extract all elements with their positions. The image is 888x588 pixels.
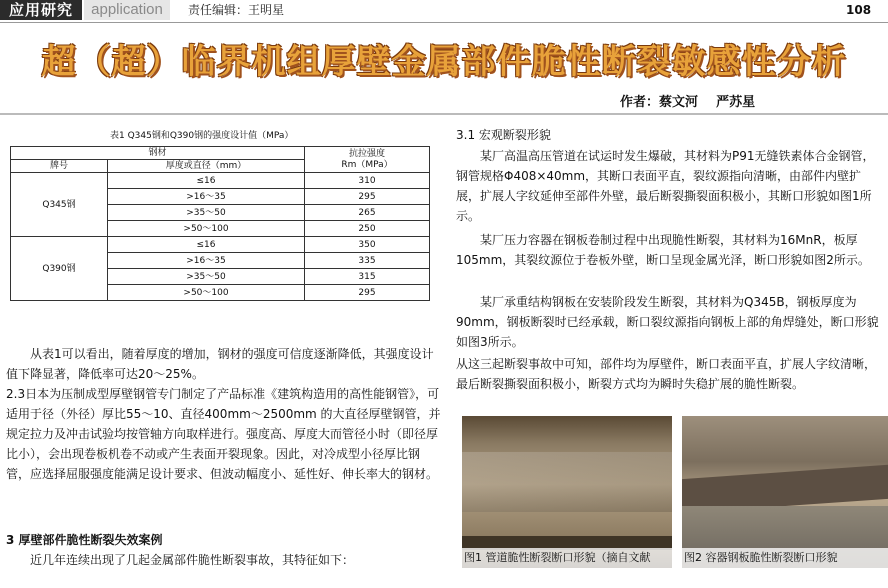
table-cell-value: 350 <box>305 237 430 253</box>
editor-credit: 责任编辑：王明星 <box>188 3 285 17</box>
right-paragraph-3: 某厂承重结构钢板在安装阶段发生断裂，其材料为Q345B，钢板厚度为90mm，钢板断裂时已经承载，断口裂纹源指向钢板上部的角焊缝处，断口形貌如图3所示。 <box>456 295 879 349</box>
table-cell-thickness: >50～100 <box>108 221 305 237</box>
section-tag: 应用研究 <box>0 0 82 20</box>
author-divider <box>0 113 888 115</box>
table-cell-value: 335 <box>305 253 430 269</box>
left-paragraph-2: 2.3日本为压制成型厚壁钢管专门制定了产品标准《建筑构造用的高性能钢管》，可适用于径（外径）厚比55～10、直径400mm～2500mm 的大直径厚壁钢管，并规定拉力及冲击试验均按管轴方向取样进行。强度高、厚度大而管径小时（即径厚比小），会出现卷板机卷不动或产生表面开裂现象。因此，对冷成型小径厚比钢管，应选择屈服强度能满足设计要求、但波动幅度小、延性好、伸长率大的钢材。 <box>6 387 441 481</box>
table-caption: 表1 Q345钢和Q390钢的强度设计值（MPa） <box>110 131 294 141</box>
section-3-paragraph: 近几年连续出现了几起金属部件脆性断裂事故，其特征如下： <box>30 553 355 567</box>
strength-table <box>10 146 430 301</box>
table-header-thickness: 厚度或直径（mm） <box>108 160 305 173</box>
table-cell-value: 315 <box>305 269 430 285</box>
fracture-surface <box>462 452 672 512</box>
table-cell-thickness: >16～35 <box>108 189 305 205</box>
page-number: 108 <box>846 3 872 17</box>
right-paragraph-2: 某厂压力容器在钢板卷制过程中出现脆性断裂，其材料为16MnR，板厚105mm，其裂纹源位于卷板外壁，断口呈现金属光泽，断口形貌如图2所示。 <box>456 233 870 267</box>
section-3-heading: 3 厚壁部件脆性断裂失效案例 <box>6 533 163 547</box>
figure-1-photo <box>462 416 672 568</box>
table-cell-thickness: >50～100 <box>108 285 305 301</box>
table-cell-value: 250 <box>305 221 430 237</box>
article-title: 超（超）临界机组厚壁金属部件脆性断裂敏感性分析 <box>41 42 847 82</box>
table-header-material: 钢材 <box>11 147 305 160</box>
table-header-grade: 牌号 <box>11 160 108 173</box>
table-cell-value: 295 <box>305 189 430 205</box>
table-cell-grade: Q390钢 <box>11 237 108 301</box>
table-header-strength <box>305 147 430 173</box>
table-cell-value: 265 <box>305 205 430 221</box>
right-paragraph-1: 某厂高温高压管道在试运时发生爆破，其材料为P91无缝铁素体合金钢管，钢管规格Φ408×40mm，其断口表面平直，裂纹源指向清晰，由部件内壁扩展，扩展人字纹延伸至部件外壁，最后断裂撕裂面积极小，其断口形貌如图1所示。 <box>456 149 875 223</box>
table-cell-value: 295 <box>305 285 430 301</box>
figure-2-caption: 图2 容器钢板脆性断裂断口形貌 <box>682 548 888 568</box>
figure-1-caption: 图1 管道脆性断裂断口形貌（摘自文献 <box>462 548 672 568</box>
table-cell-thickness: ≤16 <box>108 237 305 253</box>
section-tag-english: application <box>84 0 170 20</box>
table-header-strength-label: 抗拉强度 <box>348 148 385 159</box>
table-cell-thickness: >35～50 <box>108 269 305 285</box>
right-paragraph-4: 从这三起断裂事故中可知，部件均为厚壁件，断口表面平直，扩展人字纹清晰，最后断裂撕裂面积极小，断裂方式均为瞬时失稳扩展的脆性断裂。 <box>456 357 877 391</box>
table-header-strength-unit: Rm（MPa） <box>341 159 393 170</box>
table-row <box>11 237 430 253</box>
table-cell-thickness: ≤16 <box>108 173 305 189</box>
left-paragraph-1: 从表1可以看出，随着厚度的增加，钢材的强度可信度逐渐降低，其强度设计值下降显著，降低率可达20～25%。 <box>6 347 434 381</box>
subsection-heading: 3.1 宏观断裂形貌 <box>456 128 551 142</box>
table-row <box>11 173 430 189</box>
header-divider <box>0 22 888 23</box>
table-cell-grade: Q345钢 <box>11 173 108 237</box>
table-cell-value: 310 <box>305 173 430 189</box>
table-cell-thickness: >16～35 <box>108 253 305 269</box>
table-cell-thickness: >35～50 <box>108 205 305 221</box>
figure-2-photo <box>682 416 888 568</box>
article-authors: 作者：蔡文河 严苏星 <box>620 95 756 110</box>
